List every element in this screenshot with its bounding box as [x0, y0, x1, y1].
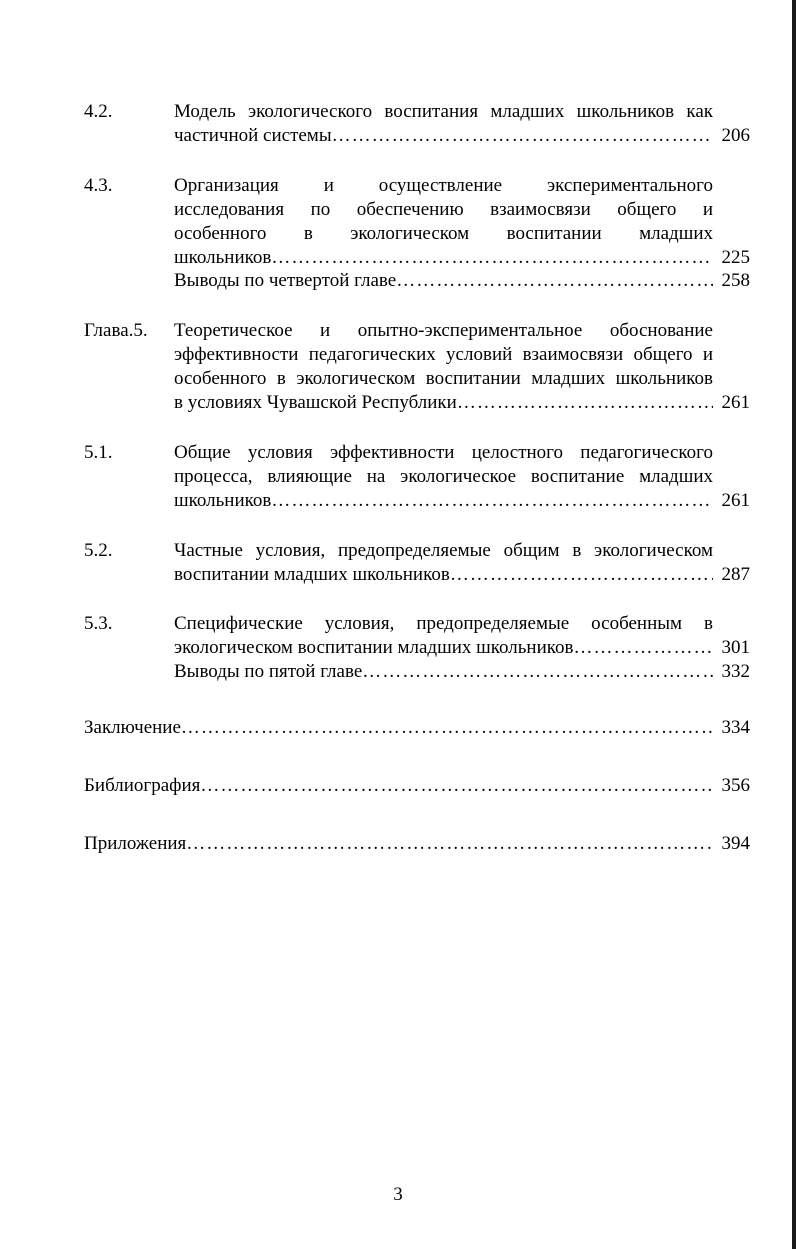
- toc-line: [0, 391, 796, 415]
- toc-title-line: процесса, влияющие на экологическое воспитание младших: [174, 466, 713, 487]
- toc-number: 4.2.: [84, 101, 113, 122]
- dot-leader: [574, 636, 713, 660]
- toc-page: 206: [721, 125, 750, 146]
- toc-title-line: особенного в экологическом воспитании младших: [174, 223, 713, 244]
- dot-leader: [396, 269, 713, 293]
- toc-line: [0, 222, 796, 246]
- toc-title-line: школьников: [174, 490, 272, 511]
- toc-entry-chapter4-conclusions: [0, 269, 796, 293]
- toc-entry-5-1: [0, 441, 796, 465]
- toc-leader: [174, 636, 713, 660]
- toc-line: [0, 563, 796, 587]
- toc-leader: [174, 563, 713, 587]
- dot-leader: [271, 489, 713, 513]
- toc-page: 356: [721, 775, 750, 796]
- toc-page: 334: [721, 717, 750, 738]
- toc-title-line: Заключение: [84, 717, 181, 738]
- toc-number: 4.3.: [84, 175, 113, 196]
- toc-line: [0, 246, 796, 270]
- toc-title-line: особенного в экологическом воспитании младших школьников: [174, 368, 713, 389]
- dot-leader: [362, 660, 713, 684]
- toc-page: 261: [721, 490, 750, 511]
- toc-leader: [174, 124, 713, 148]
- toc-line: [0, 343, 796, 367]
- toc-page: 394: [721, 833, 750, 854]
- toc-title-line: экологическом воспитании младших школьников: [174, 637, 574, 658]
- dot-leader: [200, 774, 713, 798]
- toc-title-line: Модель экологического воспитания младших школьников как: [174, 101, 713, 122]
- toc-title-line: Специфические условия, предопределяемые особенным в: [174, 613, 713, 634]
- toc-title-line: исследования по обеспечению взаимосвязи общего и: [174, 199, 713, 220]
- toc-title-line: частичной системы: [174, 125, 332, 146]
- toc-page: 301: [721, 637, 750, 658]
- toc-leader: [174, 660, 713, 684]
- toc-title-line: Выводы по пятой главе: [174, 661, 363, 682]
- toc-line: [0, 198, 796, 222]
- dot-leader: [186, 832, 713, 856]
- toc-page: 225: [721, 247, 750, 268]
- toc-page: 261: [721, 392, 750, 413]
- toc-entry-4-2: [0, 100, 796, 124]
- toc-title-line: школьников: [174, 247, 272, 268]
- toc-leader: [84, 716, 713, 740]
- toc-title-line: в условиях Чувашской Республики: [174, 392, 457, 413]
- toc-line: [0, 367, 796, 391]
- toc-entry-chapter5-conclusions: [0, 660, 796, 684]
- toc-leader: [84, 774, 713, 798]
- toc-title-line: Теоретическое и опытно-экспериментальное обоснование: [174, 320, 713, 341]
- toc-entry-5-3: [0, 612, 796, 636]
- toc-title-line: эффективности педагогических условий взаимосвязи общего и: [174, 344, 713, 365]
- page-number: 3: [393, 1184, 403, 1205]
- toc-title-line: Общие условия эффективности целостного педагогического: [174, 442, 713, 463]
- toc-leader: [174, 246, 713, 270]
- toc-title-line: Приложения: [84, 833, 187, 854]
- toc-title-line: Выводы по четвертой главе: [174, 270, 397, 291]
- toc-leader: [174, 269, 713, 293]
- toc-title-line: Библиография: [84, 775, 201, 796]
- toc-title-line: Организация и осуществление экспериментального: [174, 175, 713, 196]
- toc-title-line: Частные условия, предопределяемые общим в экологическом: [174, 540, 713, 561]
- toc-entry-appendices: [0, 832, 796, 856]
- toc-entry-5-2: [0, 539, 796, 563]
- toc-line: [0, 636, 796, 660]
- toc-entry-4-3: [0, 174, 796, 198]
- toc-page: 287: [721, 564, 750, 585]
- dot-leader: [450, 563, 713, 587]
- dot-leader: [457, 391, 713, 415]
- toc-entry-chapter-5: [0, 319, 796, 343]
- toc-entry-bibliography: [0, 774, 796, 798]
- toc-leader: [84, 832, 713, 856]
- toc-leader: [174, 489, 713, 513]
- dot-leader: [271, 246, 713, 270]
- toc-entry-4-2-last: [0, 124, 796, 148]
- toc-leader: [174, 391, 713, 415]
- toc-entry-conclusion: [0, 716, 796, 740]
- toc-line: [0, 465, 796, 489]
- toc-page: 258: [721, 270, 750, 291]
- toc-number: Глава.5.: [84, 320, 148, 341]
- dot-leader: [181, 716, 713, 740]
- toc-number: 5.2.: [84, 540, 113, 561]
- toc-number: 5.1.: [84, 442, 113, 463]
- toc-title-line: воспитании младших школьников: [174, 564, 450, 585]
- toc-line: [0, 489, 796, 513]
- toc-number: 5.3.: [84, 613, 113, 634]
- toc-page: 332: [721, 661, 750, 682]
- dot-leader: [332, 124, 713, 148]
